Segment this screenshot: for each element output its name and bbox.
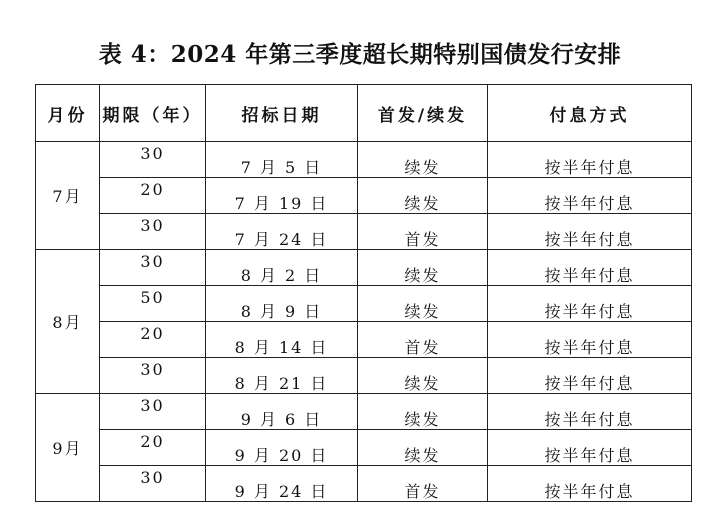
date-value: 7 月 24 日 [234,230,329,249]
type-cell [358,322,488,358]
date-cell [206,322,358,358]
date-value: 8 月 14 日 [234,338,329,357]
header-month: 月份 [36,85,100,142]
interest-value: 按半年付息 [544,230,635,249]
type-value: 首发 [404,482,441,501]
interest-cell [488,358,692,394]
date-value: 9 月 24 日 [234,482,329,501]
header-auction-date: 招标日期 [206,85,358,142]
table-row [36,214,692,250]
type-value: 续发 [404,194,441,213]
interest-cell [488,142,692,178]
term-value: 30 [140,468,165,487]
month-cell: 9月 [36,394,100,502]
date-cell [206,214,358,250]
type-cell [358,178,488,214]
type-value: 续发 [404,374,441,393]
term-cell [100,358,206,394]
date-cell [206,358,358,394]
term-value: 30 [140,396,165,415]
date-value: 8 月 9 日 [240,302,323,321]
interest-cell [488,466,692,502]
term-value: 20 [140,180,165,199]
table-row [36,286,692,322]
date-cell [206,142,358,178]
date-value: 7 月 5 日 [240,158,323,177]
type-value: 首发 [404,338,441,357]
term-value: 30 [140,360,165,379]
date-cell [206,430,358,466]
term-cell [100,322,206,358]
interest-value: 按半年付息 [544,266,635,285]
interest-value: 按半年付息 [544,302,635,321]
date-value: 8 月 21 日 [234,374,329,393]
month-cell: 8月 [36,250,100,394]
term-cell [100,214,206,250]
term-cell [100,430,206,466]
type-cell [358,358,488,394]
header-term: 期限（年） [100,85,206,142]
interest-cell [488,214,692,250]
date-value: 9 月 20 日 [234,446,329,465]
table-row [36,250,692,286]
table-title: 表 4：2024 年第三季度超长期特别国债发行安排 [98,41,622,68]
type-cell [358,250,488,286]
term-value: 20 [140,432,165,451]
term-value: 30 [140,144,165,163]
term-cell [100,394,206,430]
term-cell [100,466,206,502]
date-cell [206,286,358,322]
term-value: 30 [140,216,165,235]
interest-value: 按半年付息 [544,482,635,501]
interest-value: 按半年付息 [544,410,635,429]
interest-cell [488,250,692,286]
date-value: 8 月 2 日 [240,266,323,285]
type-cell [358,430,488,466]
term-cell [100,286,206,322]
date-cell [206,466,358,502]
interest-value: 按半年付息 [544,338,635,357]
interest-cell [488,394,692,430]
term-value: 20 [140,324,165,343]
table-row [36,142,692,178]
type-cell [358,286,488,322]
interest-value: 按半年付息 [544,374,635,393]
type-cell [358,214,488,250]
type-cell [358,142,488,178]
term-value: 30 [140,252,165,271]
date-cell [206,394,358,430]
type-value: 续发 [404,446,441,465]
date-value: 9 月 6 日 [240,410,323,429]
term-value: 50 [140,288,165,307]
bond-schedule-table [35,84,692,502]
term-cell [100,250,206,286]
type-cell [358,466,488,502]
table-row [36,178,692,214]
interest-value: 按半年付息 [544,446,635,465]
date-cell [206,250,358,286]
type-value: 续发 [404,410,441,429]
interest-cell [488,430,692,466]
header-interest-method: 付息方式 [488,85,692,142]
month-cell: 7月 [36,142,100,250]
interest-value: 按半年付息 [544,194,635,213]
type-value: 续发 [404,266,441,285]
table-row [36,322,692,358]
header-row [36,85,692,142]
date-value: 7 月 19 日 [234,194,329,213]
table-row [36,466,692,502]
type-value: 续发 [404,302,441,321]
term-cell [100,178,206,214]
header-issue-type: 首发/续发 [358,85,488,142]
type-value: 首发 [404,230,441,249]
type-value: 续发 [404,158,441,177]
table-row [36,394,692,430]
table-row [36,430,692,466]
type-cell [358,394,488,430]
interest-cell [488,286,692,322]
interest-cell [488,322,692,358]
table-row [36,358,692,394]
term-cell [100,142,206,178]
interest-value: 按半年付息 [544,158,635,177]
date-cell [206,178,358,214]
interest-cell [488,178,692,214]
